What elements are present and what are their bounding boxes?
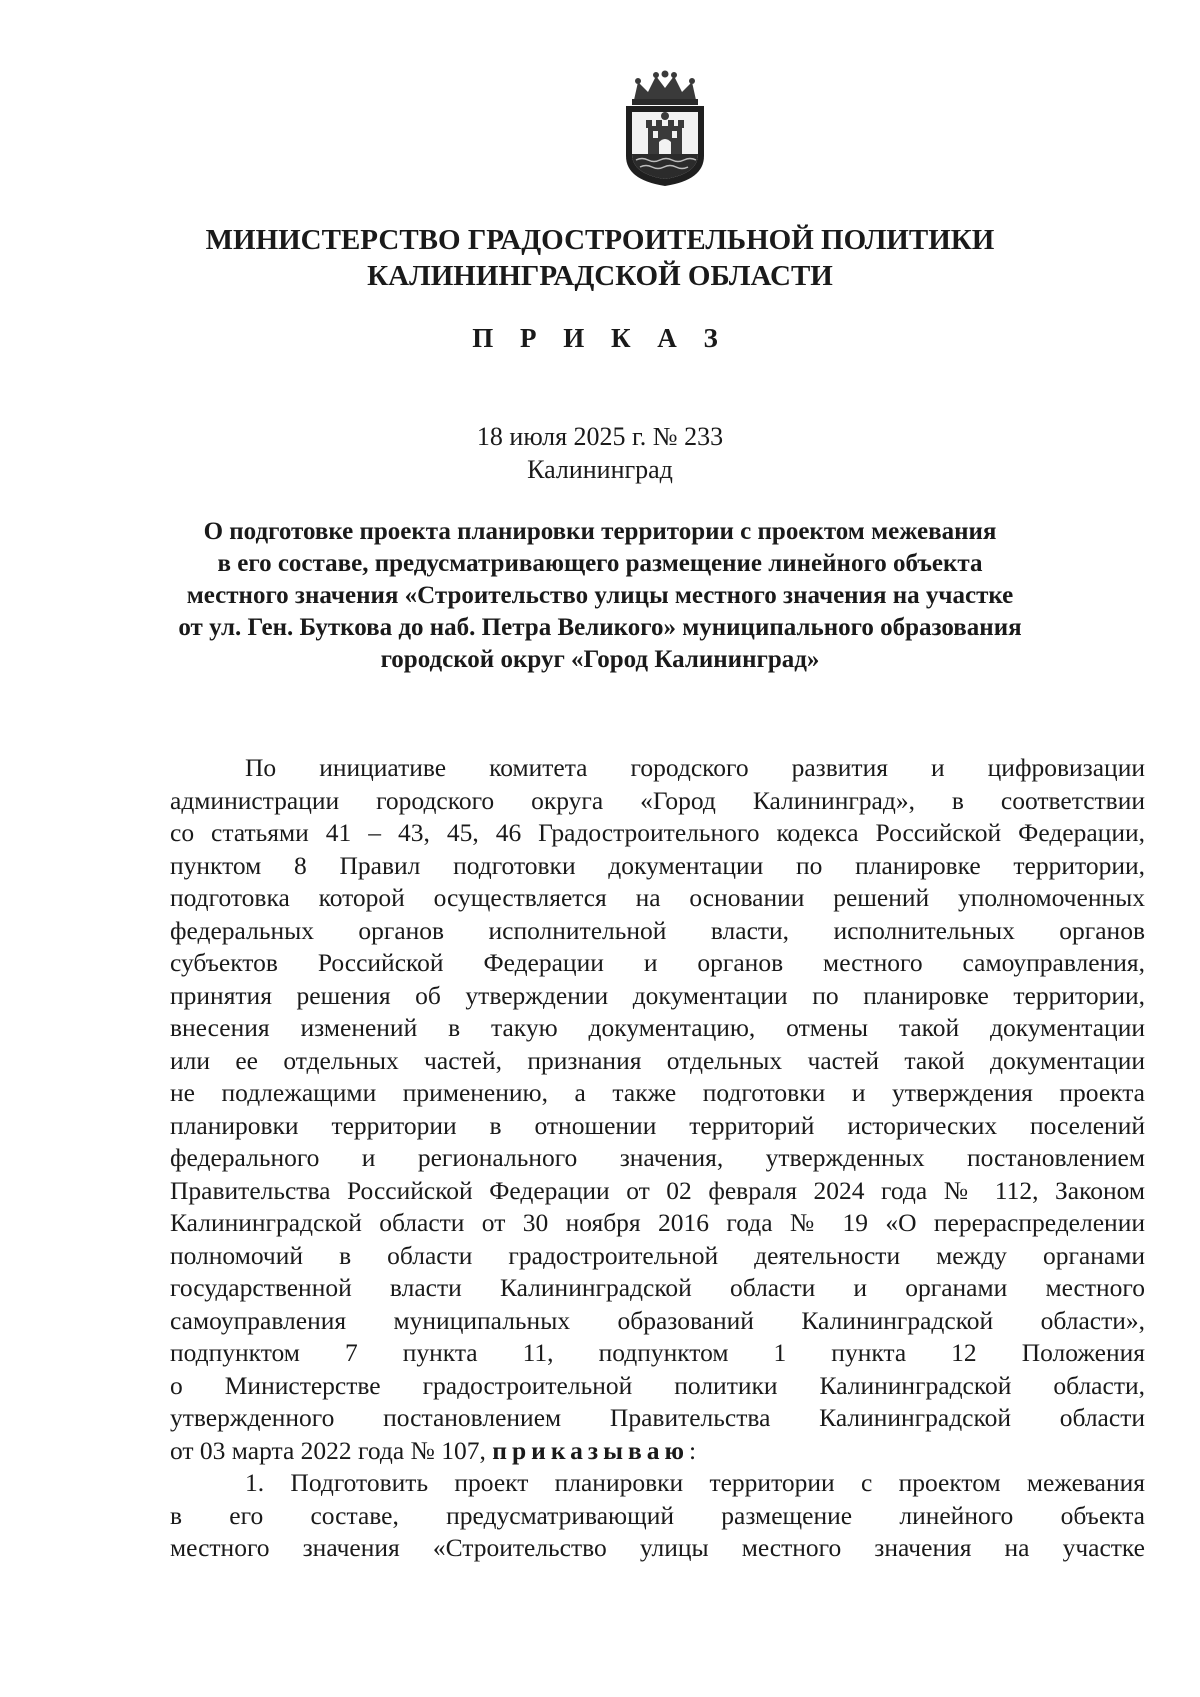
kaliningrad-coat-of-arms-icon (620, 70, 710, 188)
subject-line: О подготовке проекта планировки территории с проектом межевания (203, 518, 997, 545)
ministry-name-line1: МИНИСТЕРСТВО ГРАДОСТРОИТЕЛЬНОЙ ПОЛИТИКИ (205, 224, 995, 256)
order-body (170, 752, 1145, 1565)
body-line: утвержденного постановлением Правительства Калининградской области (170, 1403, 1145, 1432)
body-line: или ее отдельных частей, признания отдельных частей такой документации (170, 1045, 1145, 1075)
subject-line: от ул. Ген. Буткова до наб. Петра Великого» муниципального образования (178, 614, 1022, 641)
ministry-name (160, 222, 1040, 294)
order-subject (160, 516, 1040, 676)
body-line: не подлежащими применению, а также подготовки и утверждения проекта (170, 1078, 1145, 1107)
body-line: пунктом 8 Правил подготовки документации по планировке территории, (170, 850, 1145, 880)
body-line: субъектов Российской Федерации и органов местного самоуправления, (170, 948, 1145, 977)
body-line: государственной власти Калининградской области и органами местного (170, 1273, 1145, 1302)
body-line: Калининградской области от 30 ноября 2016 года № 19 «О перераспределении (170, 1208, 1145, 1237)
item-1-line: в его составе, предусматривающий размещение линейного объекта (170, 1500, 1145, 1530)
preamble-last-prefix: от 03 марта 2022 года № 107, (170, 1435, 493, 1465)
body-line: внесения изменений в такую документацию, отмены такой документации (170, 1013, 1145, 1042)
item-1-line: 1. Подготовить проект планировки территории с проектом межевания (245, 1468, 1145, 1497)
body-line: Правительства Российской Федерации от 02 февраля 2024 года № 112, Законом (170, 1175, 1145, 1205)
body-line-last (170, 1435, 1145, 1468)
body-line: планировки территории в отношении территорий исторических поселений (170, 1110, 1145, 1140)
body-line: принятия решения об утверждении документации по планировке территории, (170, 980, 1145, 1010)
ministry-name-line2: КАЛИНИНГРАДСКОЙ ОБЛАСТИ (367, 260, 833, 292)
body-line: со статьями 41 – 43, 45, 46 Градостроительного кодекса Российской Федерации, (170, 818, 1145, 847)
city: Калининград (527, 455, 673, 484)
body-line: подпунктом 7 пункта 11, подпунктом 1 пункта 12 Положения (170, 1338, 1145, 1367)
body-line: подготовка которой осуществляется на основании решений уполномоченных (170, 883, 1145, 912)
order-word: приказываю (492, 1435, 690, 1465)
order-colon: : (689, 1435, 697, 1465)
body-line: администрации городского округа «Город Калининград», в соответствии (170, 785, 1145, 815)
subject-line: городской округ «Город Калининград» (380, 646, 820, 673)
body-line: самоуправления муниципальных образований Калининградской области», (170, 1305, 1145, 1335)
body-line: федеральных органов исполнительной власти, исполнительных органов (170, 915, 1145, 945)
body-line: полномочий в области градостроительной деятельности между органами (170, 1240, 1145, 1270)
body-line: федерального и регионального значения, утвержденных постановлением (170, 1143, 1145, 1172)
body-line: о Министерстве градостроительной политики Калининградской области, (170, 1370, 1145, 1400)
date-and-place (160, 420, 1040, 486)
document-type: П Р И К А З (472, 323, 728, 353)
subject-line: местного значения «Строительство улицы местного значения на участке (186, 582, 1014, 609)
item-1-line: местного значения «Строительство улицы местного значения на участке (170, 1533, 1145, 1562)
date-number: 18 июля 2025 г. № 233 (476, 422, 724, 451)
subject-line: в его составе, предусматривающего размещение линейного объекта (217, 550, 983, 577)
body-line: По инициативе комитета городского развития и цифровизации (245, 753, 1145, 782)
